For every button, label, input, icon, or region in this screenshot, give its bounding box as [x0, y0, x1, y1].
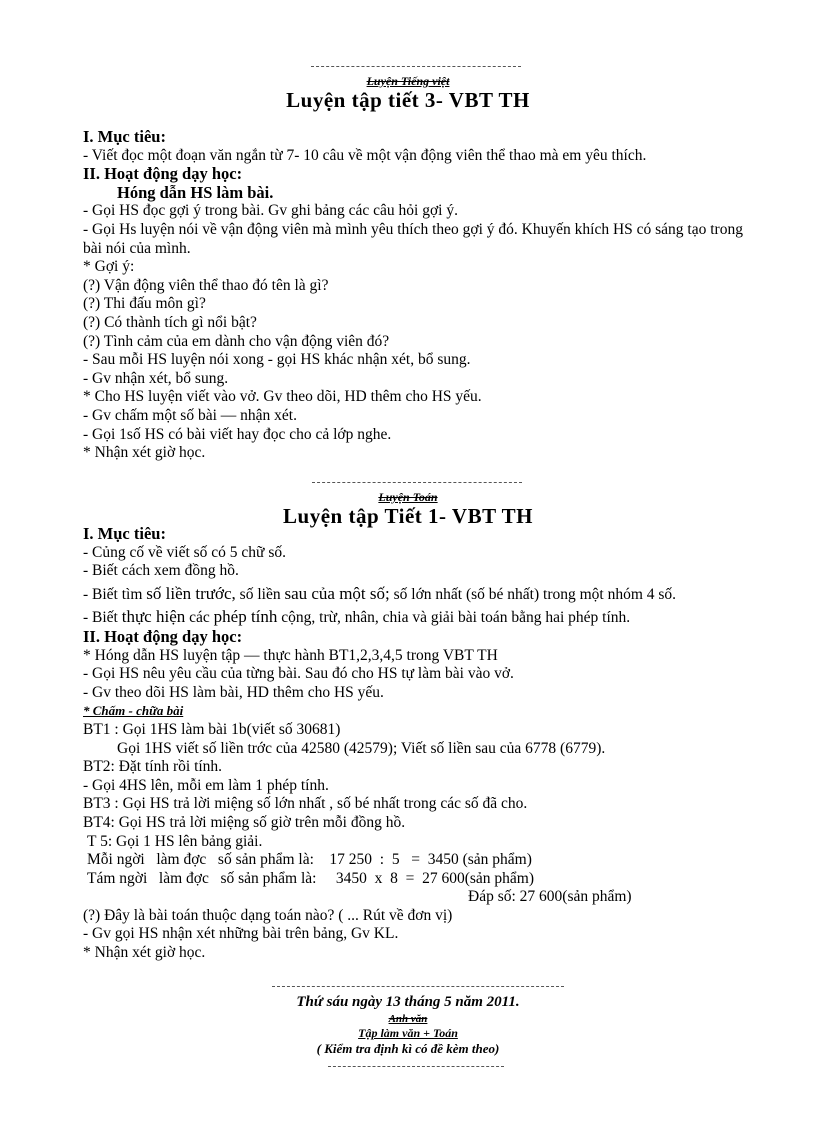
- bottom-divider: [328, 1066, 504, 1067]
- lesson-subject-label: Luyện Tiếng việt: [366, 74, 450, 88]
- objectives-heading: I. Mục tiêu:: [83, 524, 166, 543]
- section-divider: [312, 482, 522, 483]
- activity-line: (?) Tình cảm của em dành cho vận động viên đó?: [83, 332, 390, 350]
- objectives-text: - Viết đọc một đoạn văn ngắn từ 7- 10 câu về một vận động viên thể thao mà em yêu thích.: [83, 146, 647, 164]
- activity-line: * Nhận xét giờ học.: [83, 444, 206, 462]
- subject-anh-van: Anh văn: [388, 1013, 428, 1025]
- activity-line: - Gọi HS nêu yêu cầu của từng bài. Sau đó cho HS tự làm bài vào vở.: [83, 665, 514, 683]
- objective-line: - Biết cách xem đồng hồ.: [83, 562, 239, 580]
- objective-line: - Biết thực hiện các phép tính cộng, trừ, nhân, chia và giải bài toán bằng hai phép tính.: [83, 607, 631, 627]
- activities-heading: II. Hoạt động dạy học:: [83, 164, 243, 184]
- activity-line: (?) Vận động viên thể thao đó tên là gì?: [83, 276, 329, 294]
- objectives-heading: I. Mục tiêu:: [83, 127, 166, 146]
- calculation-line: Tám ngời làm đợc số sản phẩm là: 3450 x 8 = 27 600(sản phẩm): [87, 869, 535, 887]
- date-line: Thứ sáu ngày 13 tháng 5 năm 2011.: [296, 994, 520, 1010]
- exercise-line: T 5: Gọi 1 HS lên bảng giải.: [87, 832, 263, 850]
- exercise-line: Gọi 1HS viết số liền trớc của 42580 (42579); Viết số liền sau của 6778 (6779).: [117, 739, 606, 757]
- exercise-line: BT4: Gọi HS trả lời miệng số giờ trên mỗi đồng hồ.: [83, 813, 406, 831]
- activity-line: * Gợi ý:: [83, 258, 135, 276]
- exam-note: ( Kiểm tra định kì có đề kèm theo): [316, 1041, 500, 1056]
- activity-line: - Gv chấm một số bài — nhận xét.: [83, 406, 297, 424]
- exercise-line: - Gọi 4HS lên, mỗi em làm 1 phép tính.: [83, 776, 329, 794]
- footer-divider: [272, 986, 564, 987]
- activity-line: - Gv theo dõi HS làm bài, HD thêm cho HS yếu.: [83, 683, 384, 701]
- activities-heading: II. Hoạt động dạy học:: [83, 626, 243, 646]
- calculation-line: Mỗi ngời làm đợc số sản phẩm là: 17 250 : 5 = 3450 (sản phẩm): [87, 851, 532, 869]
- activity-line: * Cho HS luyện viết vào vở. Gv theo dõi, HD thêm cho HS yếu.: [83, 388, 482, 406]
- closing-line: - Gv gọi HS nhận xét những bài trên bảng, Gv KL.: [83, 925, 399, 943]
- exercise-line: BT1 : Gọi 1HS làm bài 1b(viết số 30681): [83, 720, 341, 738]
- closing-line: * Nhận xét giờ học.: [83, 944, 206, 962]
- activity-line: (?) Thi đấu môn gì?: [83, 295, 206, 313]
- activity-line: * Hóng dẫn HS luyện tập — thực hành BT1,2,3,4,5 trong VBT TH: [83, 646, 498, 664]
- lesson-body-1: [83, 128, 753, 463]
- exercise-line: BT3 : Gọi HS trả lời miệng số lớn nhất , số bé nhất trong các số đã cho.: [83, 795, 528, 813]
- closing-line: (?) Đây là bài toán thuộc dạng toán nào? ( ... Rút về đơn vị): [83, 906, 453, 924]
- objective-line: - Củng cố về viết số có 5 chữ số.: [83, 543, 286, 561]
- activity-line: - Gọi 1số HS có bài viết hay đọc cho cả lớp nghe.: [83, 425, 392, 443]
- objective-line: - Biết tìm số liền trước, số liền sau của một số; số lớn nhất (số bé nhất) trong một nhóm 4 số.: [83, 583, 677, 603]
- lesson-title: Luyện tập Tiết 1- VBT TH: [283, 504, 533, 528]
- lesson-body-2: [83, 525, 753, 963]
- activity-line: - Gọi HS đọc gợi ý trong bài. Gv ghi bảng các câu hỏi gợi ý.: [83, 202, 458, 220]
- lesson-subject-label: Luyện Toán: [378, 490, 438, 504]
- activity-line: - Sau mỗi HS luyện nói xong - gọi HS khác nhận xét, bổ sung.: [83, 351, 471, 369]
- grading-heading: * Chấm - chữa bài: [83, 703, 184, 719]
- activity-line: - Gọi Hs luyện nói về vận động viên mà mình yêu thích theo gợi ý đó. Khuyến khích HS có sáng tạo trong bài nói của mình.: [83, 220, 743, 257]
- subject-tlv-toan: Tập làm văn + Toán: [358, 1026, 458, 1040]
- top-divider: [311, 66, 521, 67]
- lesson-title: Luyện tập tiết 3- VBT TH: [286, 88, 530, 112]
- exercise-line: BT2: Đặt tính rồi tính.: [83, 758, 223, 776]
- activity-line: (?) Có thành tích gì nổi bật?: [83, 313, 257, 331]
- answer-line: Đáp số: 27 600(sản phẩm): [468, 888, 632, 906]
- activity-line: - Gv nhận xét, bổ sung.: [83, 369, 229, 387]
- guidance-heading: Hóng dẫn HS làm bài.: [117, 182, 274, 202]
